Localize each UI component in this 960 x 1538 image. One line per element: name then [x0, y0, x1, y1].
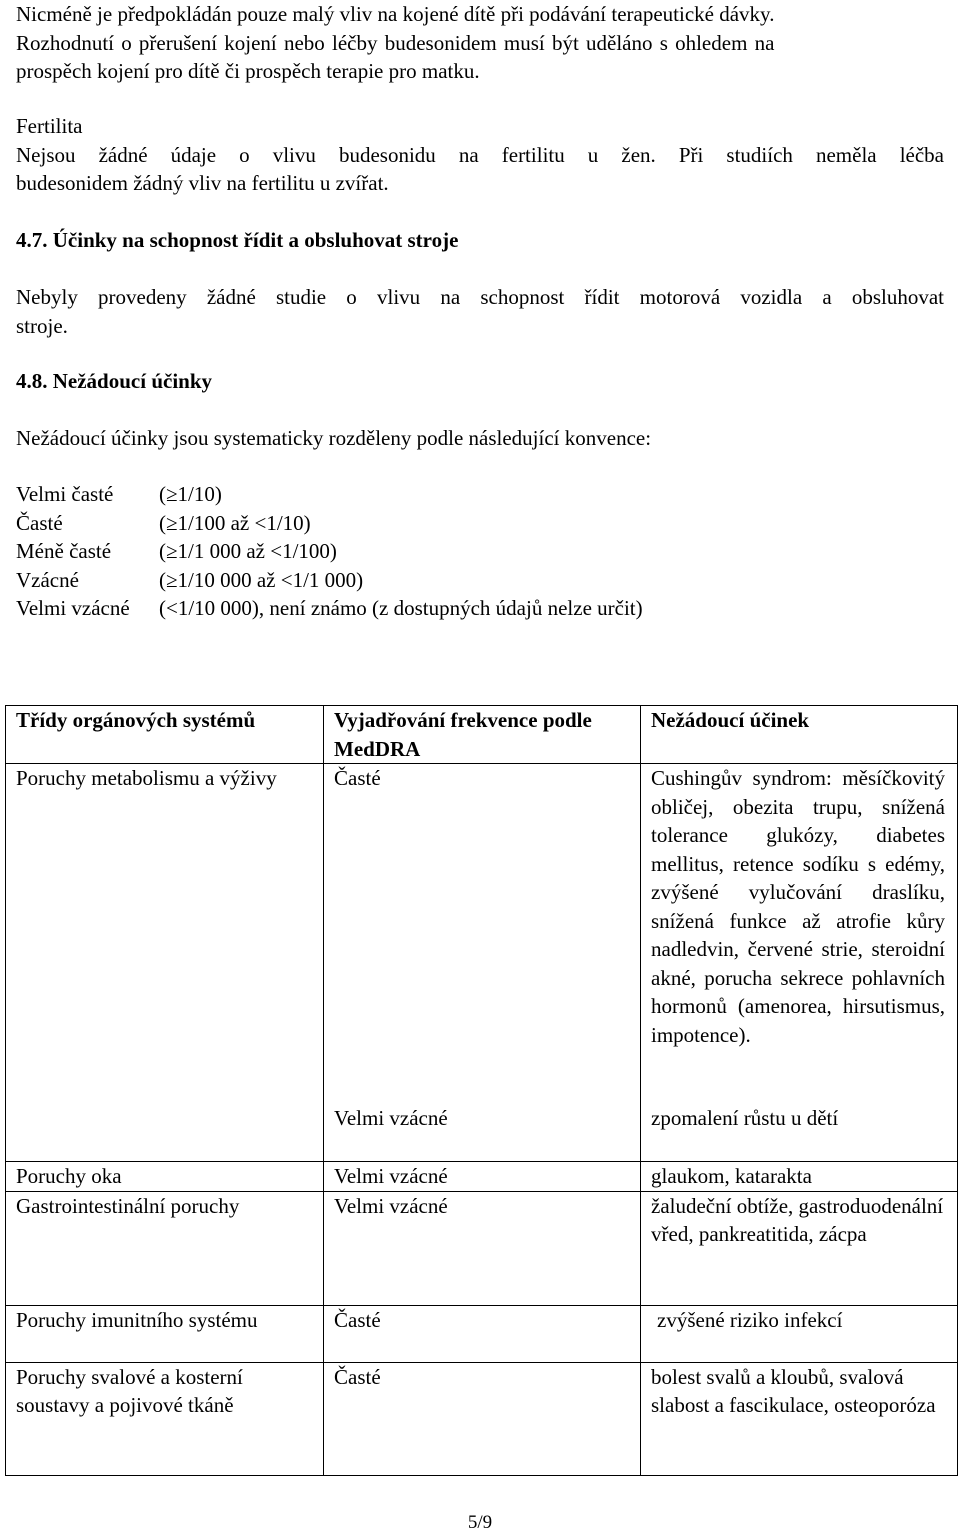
intro-paragraph [16, 0, 774, 86]
adverse-effect-value: Cushingův syndrom: měsíčkovitý obličej, obezita trupu, snížená tolerance glukózy, diabetes mellitus, retence sodíku s edémy, zvýšené vylučování draslíku, snížená funkce až atrofie kůry nadledvin, červené strie, steroidní akné, porucha sekrece pohlavních hormonů (amenorea, hirsutismus, impotence). [651, 766, 945, 1047]
fertility-line-2: budesonidem žádný vliv na fertilitu u zvířat. [16, 171, 389, 195]
organ-class-cell: Poruchy oka [6, 1162, 324, 1192]
frequency-value-secondary: Velmi vzácné [334, 1106, 448, 1130]
table-row [6, 764, 958, 1162]
frequency-cell: Časté [324, 1305, 641, 1362]
frequency-value: Časté [334, 766, 381, 790]
table-row [6, 1162, 958, 1192]
frequency-cell: Časté [324, 1362, 641, 1475]
adverse-effect-cell: glaukom, katarakta [641, 1162, 958, 1192]
adverse-effect-cell [641, 764, 958, 1162]
freq-range: (≥1/1 000 až <1/100) [159, 539, 337, 563]
header-organ-class: Třídy orgánových systémů [6, 706, 324, 764]
table-row [6, 1191, 958, 1305]
intro-line-1: Nicméně je předpokládán pouze malý vliv na kojené dítě při podávání terapeutické dávky. [16, 2, 775, 26]
frequency-cell [324, 764, 641, 1162]
fertility-section [16, 112, 944, 198]
organ-class-cell: Gastrointestinální poruchy [6, 1191, 324, 1305]
table-row [6, 1362, 958, 1475]
frequency-cell: Velmi vzácné [324, 1191, 641, 1305]
frequency-cell: Velmi vzácné [324, 1162, 641, 1192]
intro-line-3: prospěch kojení pro dítě či prospěch terapie pro matku. [16, 59, 480, 83]
freq-range: (≥1/10) [159, 482, 222, 506]
frequency-convention-list [16, 480, 944, 623]
freq-term: Méně časté [16, 539, 112, 563]
freq-term: Velmi časté [16, 482, 114, 506]
section-4-8-intro: Nežádoucí účinky jsou systematicky rozděleny podle následující konvence: [16, 426, 652, 450]
adverse-effect-cell: bolest svalů a kloubů, svalová slabost a fascikulace, osteoporóza [641, 1362, 958, 1475]
freq-range: (≥1/10 000 až <1/1 000) [159, 567, 364, 592]
page-number: 5/9 [467, 1512, 493, 1533]
header-adverse-effect: Nežádoucí účinek [641, 706, 958, 764]
freq-term: Velmi vzácné [16, 596, 130, 620]
adverse-effect-cell: žaludeční obtíže, gastroduodenální vřed, pankreatitida, zácpa [641, 1191, 958, 1305]
freq-range: (≥1/100 až <1/10) [159, 510, 311, 535]
organ-class-cell: Poruchy metabolismu a výživy [6, 764, 324, 1162]
section-4-7-body [16, 283, 944, 340]
organ-class-cell: Poruchy imunitního systému [6, 1305, 324, 1362]
section-4-7-line-2: stroje. [16, 313, 68, 338]
section-4-7-heading: 4.7. Účinky na schopnost řídit a obsluhovat stroje [16, 228, 459, 252]
adverse-effect-cell: zvýšené riziko infekcí [641, 1305, 958, 1362]
table-header-row [6, 706, 958, 764]
table-row [6, 1305, 958, 1362]
intro-line-2: Rozhodnutí o přerušení kojení nebo léčby budesonidem musí být uděláno s ohledem na [16, 30, 775, 55]
adverse-effect-value-secondary: zpomalení růstu u dětí [651, 1106, 839, 1130]
section-4-7-line-1: Nebyly provedeny žádné studie o vlivu na schopnost řídit motorová vozidla a obsluhovat [16, 285, 944, 309]
freq-term: Časté [16, 510, 63, 535]
fertility-line-1: Nejsou žádné údaje o vlivu budesonidu na fertilitu u žen. Při studiích neměla léčba [16, 142, 944, 167]
adverse-effects-table [5, 705, 958, 1476]
organ-class-cell: Poruchy svalové a kosterní soustavy a pojivové tkáně [6, 1362, 324, 1475]
freq-term: Vzácné [16, 567, 79, 592]
fertility-heading: Fertilita [16, 114, 83, 138]
section-4-8-heading: 4.8. Nežádoucí účinky [16, 369, 213, 393]
header-frequency: Vyjadřování frekvence podle MedDRA [324, 706, 641, 764]
freq-range: (<1/10 000), není známo (z dostupných údajů nelze určit) [159, 596, 643, 620]
